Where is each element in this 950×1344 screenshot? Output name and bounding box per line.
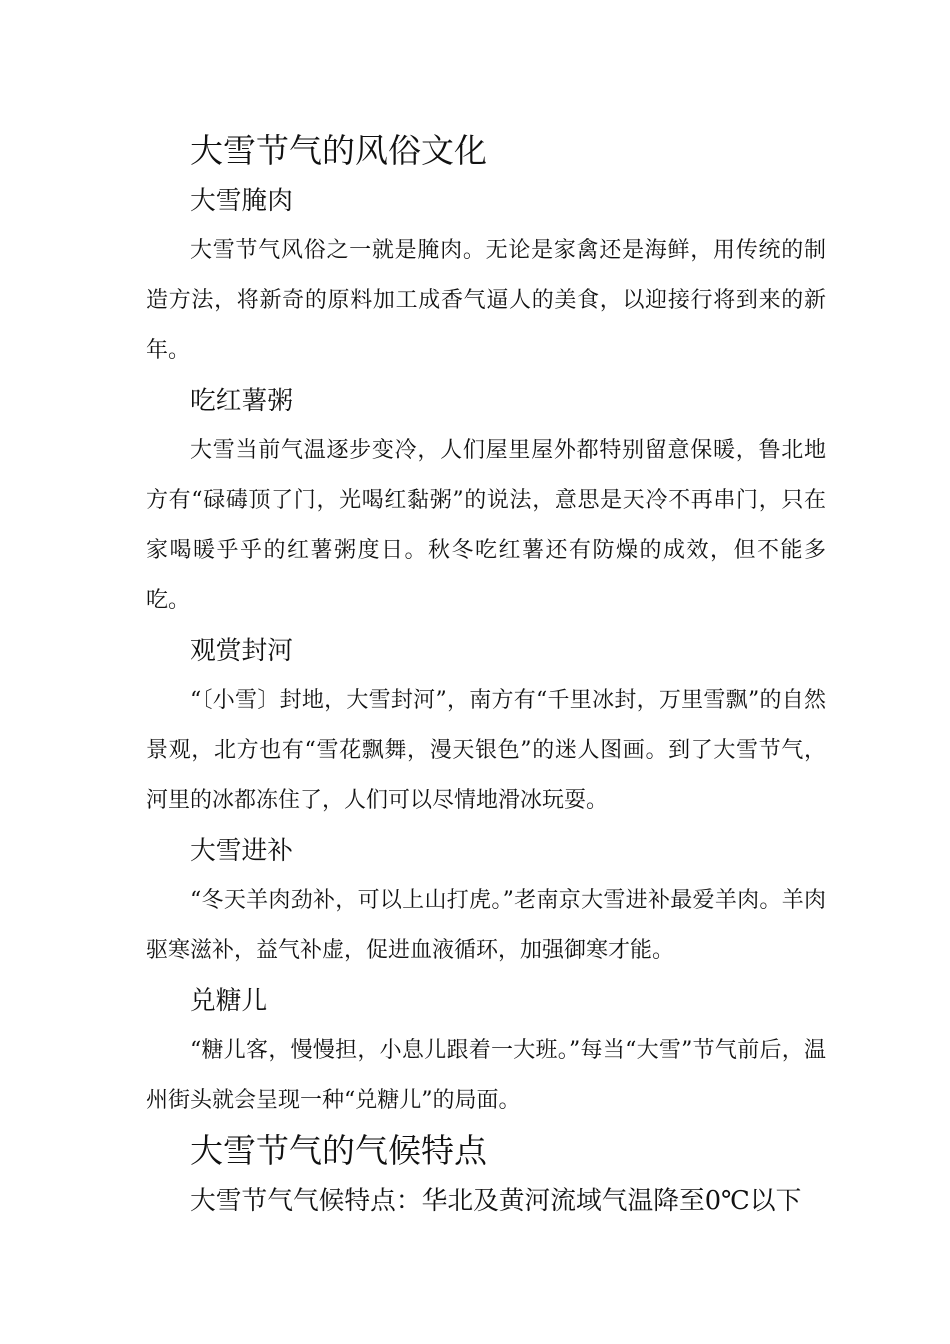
section-heading-winter-tonic: 大雪进补 [190,836,293,866]
section-heading-frozen-river: 观赏封河 [190,636,293,666]
paragraph-candy-exchange: “糖儿客，慢慢担，小息儿跟着一大班。”每当“大雪”节气前后，温州街头就会呈现一种“兑糖儿”的局面。 [146,1038,826,1113]
section-heading-sweet-potato-porridge: 吃红薯粥 [190,386,293,416]
paragraph-winter-tonic: “冬天羊肉劲补，可以上山打虎。”老南京大雪进补最爱羊肉。羊肉驱寒滋补，益气补虚，促进血液循环，加强御寒才能。 [146,888,826,963]
paragraph-frozen-river: “〔小雪〕封地，大雪封河”，南方有“千里冰封，万里雪飘”的自然景观，北方也有“雪花飘舞，漫天银色”的迷人图画。到了大雪节气，河里的冰都冻住了，人们可以尽情地滑冰玩耍。 [146,688,826,813]
document-body [146,126,826,1226]
paragraph-cured-meat: 大雪节气风俗之一就是腌肉。无论是家禽还是海鲜，用传统的制造方法，将新奇的原料加工成香气逼人的美食，以迎接行将到来的新年。 [146,238,826,363]
paragraph-sweet-potato-porridge: 大雪当前气温逐步变冷，人们屋里屋外都特别留意保暖，鲁北地方有“碌碡顶了门，光喝红黏粥”的说法，意思是天冷不再串门，只在家喝暖乎乎的红薯粥度日。秋冬吃红薯还有防燥的成效，但不能多吃。 [146,438,826,613]
section-heading-candy-exchange: 兑糖儿 [190,986,268,1016]
section-heading-climate: 大雪节气的气候特点 [190,1131,487,1170]
section-heading-cured-meat: 大雪腌肉 [190,186,293,216]
section-heading-customs: 大雪节气的风俗文化 [190,131,487,170]
climate-summary-line: 大雪节气气候特点：华北及黄河流域气温降至0℃以下 [190,1186,802,1216]
